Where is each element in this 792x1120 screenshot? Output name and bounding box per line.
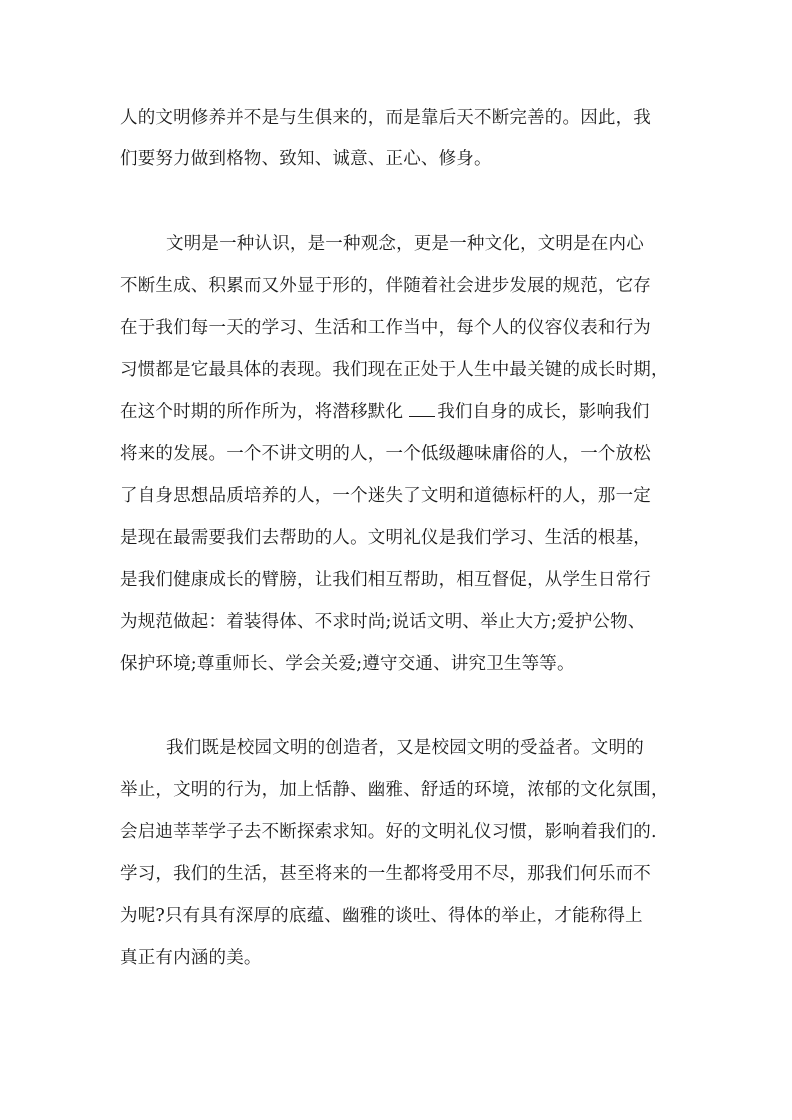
paragraph-2-line-11: 保护环境;尊重师长、学会关爱;遵守交通、讲究卫生等等。 (120, 654, 575, 674)
paragraph-2-line-8: 是现在最需要我们去帮助的人。文明礼仪是我们学习、生活的根基， (120, 528, 651, 548)
line-text-before-blank: 在这个时期的所作所为，将潜移默化 (120, 402, 404, 422)
paragraph-3-line-5: 为呢?只有具有深厚的底蕴、幽雅的谈吐、得体的举止，才能称得上 (120, 906, 643, 926)
paragraph-2-line-2: 不断生成、积累而又外显于形的，伴随着社会进步发展的规范，它存 (120, 276, 651, 296)
paragraph-2-line-6: 将来的发展。一个不讲文明的人，一个低级趣味庸俗的人，一个放松 (120, 444, 651, 464)
paragraph-2-line-9: 是我们健康成长的臂膀，让我们相互帮助，相互督促，从学生日常行 (120, 570, 651, 590)
paragraph-3-line-3: 会启迪莘莘学子去不断探索求知。好的文明礼仪习惯，影响着我们的. (120, 822, 657, 842)
paragraph-2-line-5 (120, 400, 690, 424)
paragraph-2-line-4: 习惯都是它最具体的表现。我们现在正处于人生中最关键的成长时期， (120, 360, 669, 380)
paragraph-2-line-1: 文明是一种认识，是一种观念，更是一种文化，文明是在内心 (166, 234, 644, 254)
line-text-after-blank: 我们自身的成长，影响我们 (437, 402, 650, 422)
paragraph-2-line-7: 了自身思想品质培养的人，一个迷失了文明和道德标杆的人，那一定 (120, 486, 651, 506)
paragraph-2-line-10: 为规范做起：着装得体、不求时尚;说话文明、举止大方;爱护公物、 (120, 612, 646, 632)
paragraph-3-line-4: 学习，我们的生活，甚至将来的一生都将受用不尽，那我们何乐而不 (120, 864, 651, 884)
paragraph-3-line-6: 真正有内涵的美。 (120, 948, 262, 968)
paragraph-3-line-1: 我们既是校园文明的创造者，又是校园文明的受益者。文明的 (166, 738, 644, 758)
fill-in-blank (409, 401, 435, 417)
paragraph-3-line-2: 举止，文明的行为，加上恬静、幽雅、舒适的环境，浓郁的文化氛围， (120, 780, 669, 800)
paragraph-1-line-2: 们要努力做到格物、致知、诚意、正心、修身。 (120, 149, 492, 169)
paragraph-1-line-1: 人的文明修养并不是与生俱来的，而是靠后天不断完善的。因此，我 (120, 108, 651, 128)
paragraph-2-line-3: 在于我们每一天的学习、生活和工作当中，每个人的仪容仪表和行为 (120, 318, 651, 338)
